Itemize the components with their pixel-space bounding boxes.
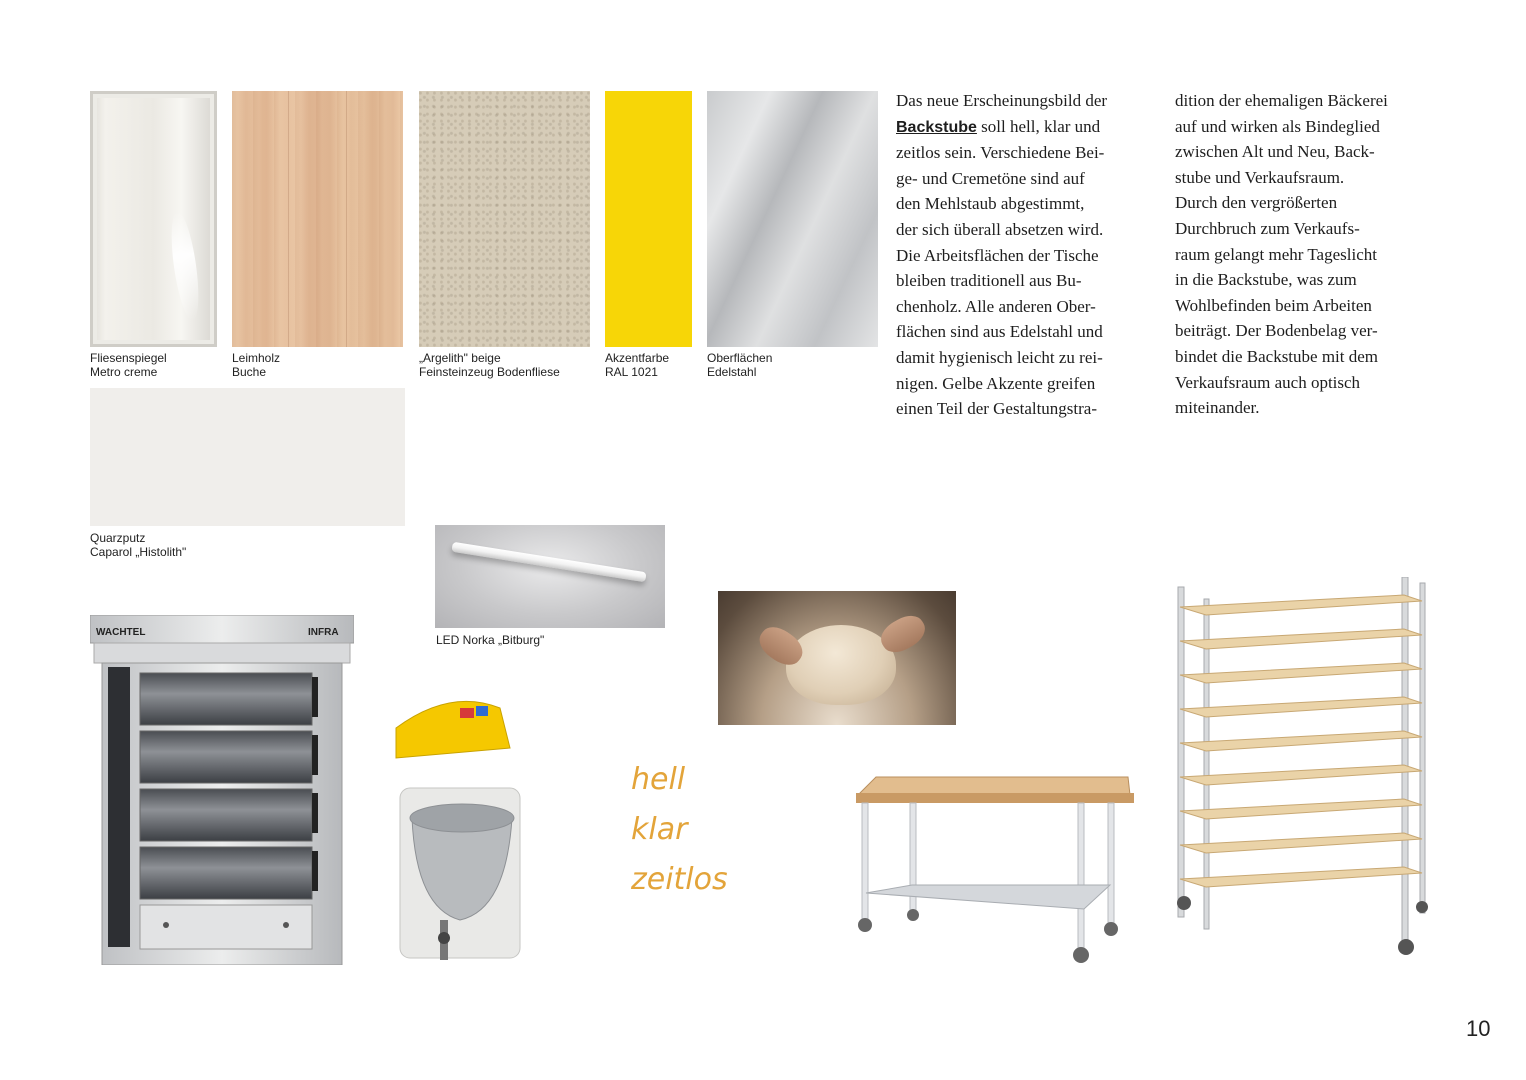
swatch-argelith-tile xyxy=(419,91,590,347)
dough-kneading-photo xyxy=(718,591,956,725)
tagline-word: klar xyxy=(631,812,688,847)
led-lamp-photo xyxy=(435,525,665,628)
bread-rack-illustration xyxy=(1172,577,1434,965)
text-line: stube und Verkaufsraum. xyxy=(1175,167,1345,187)
caption-line: Akzentfarbe xyxy=(605,351,670,365)
dough-ball xyxy=(786,625,896,705)
deck-oven-illustration xyxy=(90,615,354,965)
text-column-1 xyxy=(896,88,1161,422)
caption-line: Feinsteinzeug Bodenfliese xyxy=(419,365,560,379)
text-line: bindet die Backstube mit dem xyxy=(1175,346,1379,366)
text-line: bleiben traditionell aus Bu- xyxy=(896,271,1082,291)
text-line: damit hygienisch leicht zu rei- xyxy=(896,347,1103,367)
caption-line: Metro creme xyxy=(90,365,158,379)
text-line: zeitlos sein. Verschiedene Bei- xyxy=(896,143,1105,163)
text-line: raum gelangt mehr Tageslicht xyxy=(1175,244,1377,264)
work-table-illustration xyxy=(852,775,1136,967)
spiral-mixer-illustration xyxy=(390,688,532,966)
swatch-beech-wood xyxy=(232,91,403,347)
text-line: nigen. Gelbe Akzente greifen xyxy=(896,373,1096,393)
text-line: beiträgt. Der Bodenbelag ver- xyxy=(1175,321,1378,341)
caption-plaster xyxy=(90,531,186,559)
text-line: einen Teil der Gestaltungstra- xyxy=(896,399,1098,419)
led-tube xyxy=(451,542,646,583)
text-line: flächen sind aus Edelstahl und xyxy=(896,322,1103,342)
oven-label-left: WACHTEL xyxy=(96,627,146,638)
page-number: 10 xyxy=(1466,1016,1491,1041)
text-line: Die Arbeitsflächen der Tische xyxy=(896,245,1099,265)
text-line: miteinander. xyxy=(1175,398,1260,418)
caption-line: Buche xyxy=(232,365,267,379)
text-line: Wohlbefinden beim Arbeiten xyxy=(1175,295,1372,315)
text-line: Verkaufsraum auch optisch xyxy=(1175,372,1361,392)
text-span: soll hell, klar und xyxy=(981,116,1101,136)
text-column-2 xyxy=(1175,88,1445,421)
caption-line: Fliesenspiegel xyxy=(90,351,167,365)
caption-line: Edelstahl xyxy=(707,365,757,379)
text-line xyxy=(896,114,1161,141)
text-line: Durchbruch zum Verkaufs- xyxy=(1175,218,1360,238)
tagline-word: hell xyxy=(631,762,686,797)
text-line: in die Backstube, was zum xyxy=(1175,270,1357,290)
swatch-stainless-steel xyxy=(707,91,878,347)
oven-label-right: INFRA xyxy=(308,627,339,638)
caption-accent xyxy=(605,351,669,379)
swatch-tile-metro-creme xyxy=(90,91,217,347)
highlight-word: Backstube xyxy=(896,118,977,136)
caption-wood xyxy=(232,351,280,379)
text-line: auf und wirken als Bindeglied xyxy=(1175,116,1380,136)
caption-stone xyxy=(419,351,560,379)
text-line: Das neue Erscheinungsbild der xyxy=(896,91,1108,110)
caption-tile xyxy=(90,351,167,379)
text-line: der sich überall absetzen wird. xyxy=(896,219,1104,239)
text-line: zwischen Alt und Neu, Back- xyxy=(1175,142,1375,162)
swatch-ral-1021 xyxy=(605,91,692,347)
caption-line: RAL 1021 xyxy=(605,365,658,379)
text-line: Durch den vergrößerten xyxy=(1175,193,1338,213)
caption-line: Caparol „Histolith" xyxy=(90,545,187,559)
led-caption: LED Norka „Bitburg" xyxy=(436,633,545,647)
tagline-word: zeitlos xyxy=(631,862,728,897)
swatch-quartz-plaster xyxy=(90,388,405,526)
caption-line: „Argelith" beige xyxy=(419,351,501,365)
text-line: chenholz. Alle anderen Ober- xyxy=(896,296,1096,316)
text-line: ge- und Cremetöne sind auf xyxy=(896,168,1085,188)
caption-steel xyxy=(707,351,772,379)
caption-line: Quarzputz xyxy=(90,531,146,545)
caption-line: Oberflächen xyxy=(707,351,773,365)
text-line: den Mehlstaub abgestimmt, xyxy=(896,194,1085,214)
caption-line: Leimholz xyxy=(232,351,281,365)
text-line: dition der ehemaligen Bäckerei xyxy=(1175,91,1388,110)
